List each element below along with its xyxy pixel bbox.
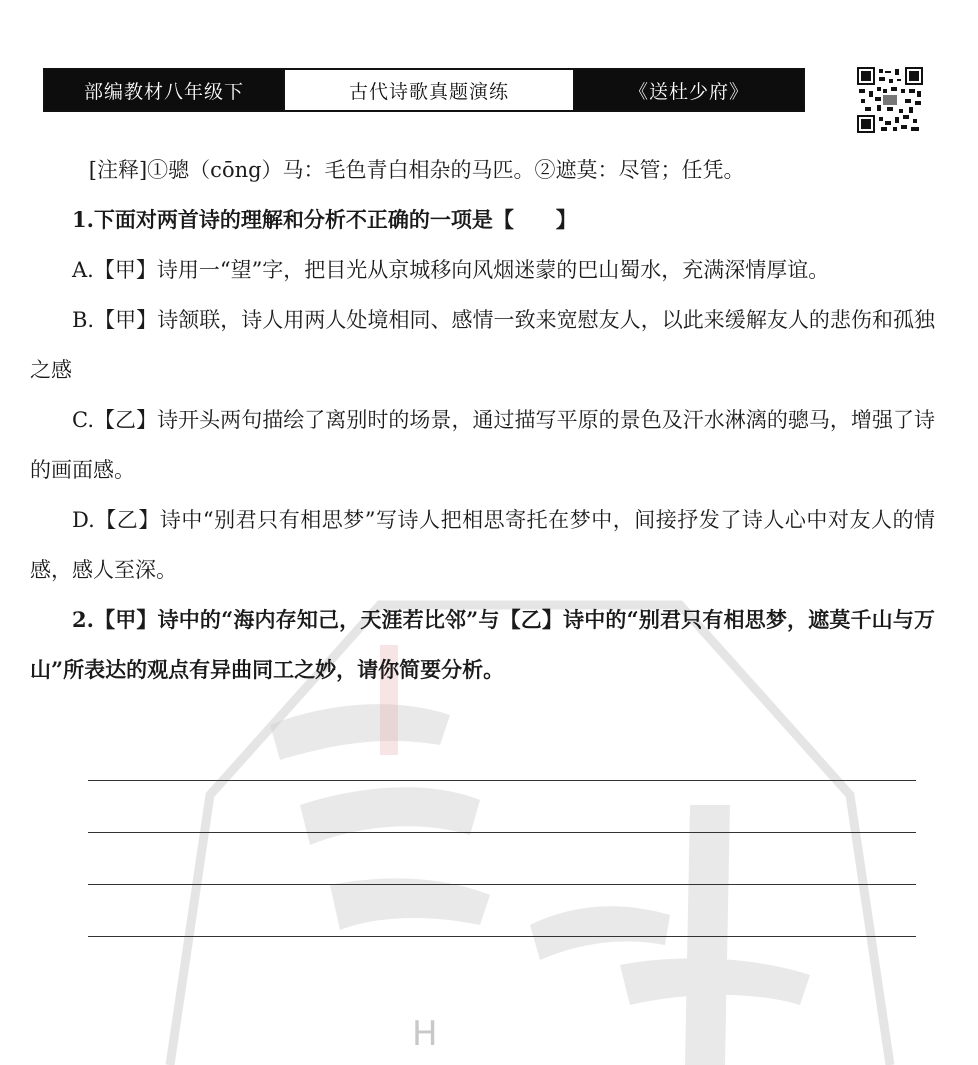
- option-c: C.【乙】诗开头两句描绘了离别时的场景，通过描写平原的景色及汗水淋漓的骢马，增强了诗的画面感。: [30, 408, 935, 482]
- header-bar: [43, 68, 805, 112]
- annotation-notes: [注释]①骢（cōng）马：毛色青白相杂的马匹。②遮莫：尽管；任凭。: [88, 158, 745, 182]
- answer-line[interactable]: [88, 936, 916, 937]
- answer-line[interactable]: [88, 884, 916, 885]
- header-topic: 古代诗歌真题演练: [283, 70, 575, 110]
- option-d: D.【乙】诗中“别君只有相思梦”写诗人把相思寄托在梦中，间接抒发了诗人心中对友人的情感，感人至深。: [30, 508, 935, 582]
- answer-line[interactable]: [88, 780, 916, 781]
- question-2-stem: 2.【甲】诗中的“海内存知己，天涯若比邻”与【乙】诗中的“别君只有相思梦，遮莫千山与万山”所表达的观点有异曲同工之妙，请你简要分析。: [30, 607, 935, 682]
- option-a: A.【甲】诗用一“望”字，把目光从京城移向风烟迷蒙的巴山蜀水，充满深情厚谊。: [72, 258, 830, 282]
- worksheet-content: [30, 145, 935, 695]
- header-grade: 部编教材八年级下: [45, 70, 283, 110]
- option-b: B.【甲】诗颔联，诗人用两人处境相同、感情一致来宽慰友人，以此来缓解友人的悲伤和孤独之感: [30, 308, 935, 382]
- answer-area[interactable]: [88, 780, 916, 988]
- header-poem-title: 《送杜少府》: [575, 70, 803, 110]
- question-1-stem: 1.下面对两首诗的理解和分析不正确的一项是【 】: [72, 207, 577, 232]
- answer-line[interactable]: [88, 832, 916, 833]
- svg-text:H: H: [412, 1014, 438, 1054]
- qr-code-icon[interactable]: [857, 67, 923, 133]
